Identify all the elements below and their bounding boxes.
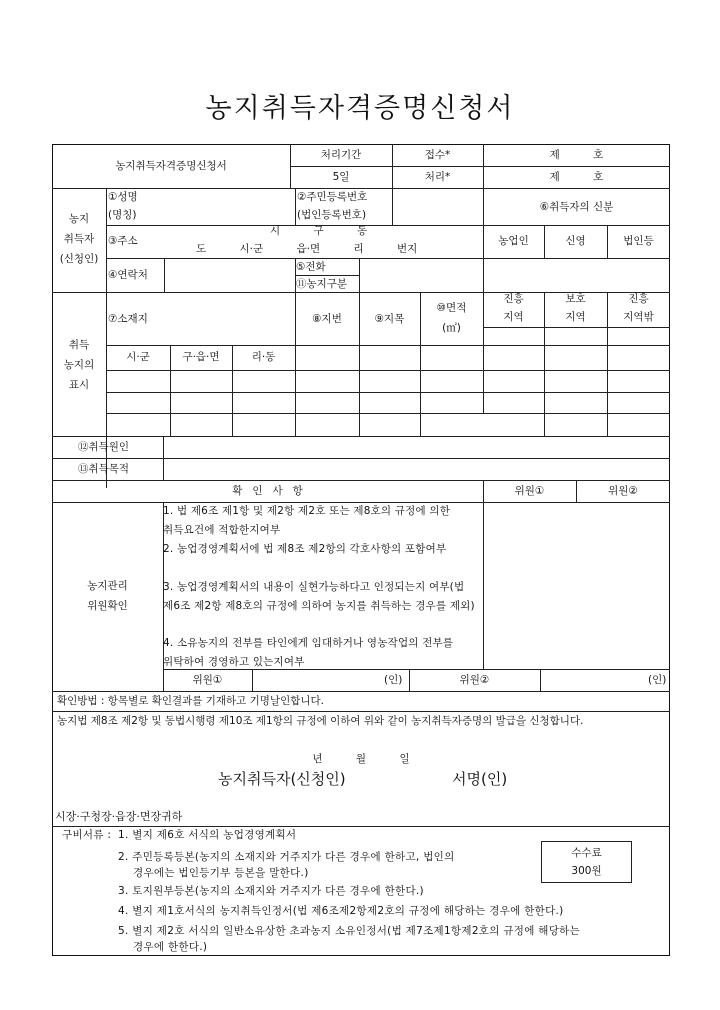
processing-period-value: 5일	[332, 171, 350, 183]
application-statement: 농지법 제8조 제2항 및 동법시행령 제10조 제1항의 규정에 이하여 위와 같이 농지취득자증명의 발급을 신청합니다.	[57, 715, 584, 727]
acquisition-purpose-label: ⑬취득목적	[78, 463, 130, 475]
attachment-item-2-cont: 경우에는 법인등기부 등본을 말한다.)	[133, 867, 309, 879]
processed-label: 처리*	[424, 171, 451, 183]
status-option-farmer: 농업인	[498, 235, 529, 247]
zone-promotion-label-1: 진흥	[503, 293, 524, 305]
signature-member2-label: 위원②	[459, 674, 490, 686]
zone-protection-label-2: 지역	[565, 311, 586, 323]
land-section-label-3: 표시	[68, 379, 90, 391]
confirmation-header: 확 인 사 항	[232, 485, 303, 497]
acquisition-reason-label: ⑫취득원인	[78, 441, 130, 453]
attachment-item-5-cont: 경우에 한한다.)	[133, 941, 208, 953]
lot-number-label: ⑧지번	[312, 313, 342, 325]
phone-label: ⑤전화	[296, 261, 326, 273]
confirm-section-label-2: 위원확인	[87, 600, 128, 612]
zone-outside-label-1: 진흥	[628, 293, 649, 305]
check-item-4: 4. 소유농지의 전부를 타인에게 임대하거나 영농작업의 전부를 위탁하여 경영하고 있는지여부	[163, 637, 454, 668]
sub-col-village: 리·동	[251, 351, 276, 363]
check-item-1: 1. 법 제6조 제1항 및 제2항 제2호 또는 제8호의 규정에 의한 취득요건에 적합한지여부	[163, 505, 451, 536]
receipt-label: 접수*	[424, 149, 451, 161]
farm-type-label: ⑪농지구분	[296, 278, 348, 290]
sub-col-city: 시·군	[126, 351, 150, 363]
applicant-signer-label: 농지취득자(신청인)	[218, 770, 346, 788]
confirmation-method-text: 확인방법 : 항목별로 확인결과를 기재하고 기명날인합니다.	[57, 695, 324, 707]
date-line: 년 월 일	[312, 753, 410, 765]
land-category-label: ⑨지목	[374, 313, 405, 325]
receipt-number-field: 제 호	[549, 149, 604, 161]
signature-member1-label: 위원①	[192, 674, 223, 686]
address-line-1: 시 구 동	[270, 225, 368, 237]
name-sublabel: (명칭)	[108, 209, 137, 221]
member1-header: 위원①	[514, 485, 545, 497]
attachment-item-4: 4. 별지 제1호서식의 농지취득인정서(법 제6조제2항제2호의 규정에 해당하는 경우에 한한다.)	[118, 905, 564, 917]
signature-member1-seal: (인)	[384, 674, 403, 686]
fee-amount: 300원	[571, 865, 602, 877]
applicant-status-label: ⑥취득자의 신분	[539, 201, 614, 213]
processing-period-label: 처리기간	[320, 149, 362, 161]
name-label: ①성명	[108, 191, 138, 203]
zone-promotion-label-2: 지역	[503, 311, 524, 323]
check-item-3: 3. 농업경영계획서의 내용이 실현가능하다고 인정되는지 여부(법 제6조 제2항 제8호의 규정에 의하여 농지를 취득하는 경우를 제외)	[163, 581, 475, 612]
zone-protection-label-1: 보호	[565, 293, 586, 305]
processed-number-field: 제 호	[549, 171, 604, 183]
land-section-label-2: 농지의	[63, 359, 95, 371]
area-label: ⑩면적	[436, 302, 467, 314]
address-line-2: 도 시·군 읍·면 리 번지	[196, 243, 418, 255]
location-label: ⑦소재지	[108, 313, 148, 325]
check-item-2: 2. 농업경영계획서에 법 제8조 제2항의 각호사항의 포함여부	[163, 543, 447, 555]
zone-outside-label-2: 지역밖	[623, 311, 654, 323]
fee-box	[541, 841, 632, 883]
attachments-label: 구비서류 :	[62, 829, 112, 841]
contact-label: ④연락처	[108, 269, 148, 281]
page-title: 농지취득자격증명신청서	[205, 93, 515, 124]
fee-label: 수수료	[571, 847, 602, 859]
land-section-label-1: 취득	[68, 339, 90, 351]
attachment-item-1: 1. 별지 제6호 서식의 농업경영계획서	[118, 829, 297, 841]
attachment-item-3: 3. 토지원부등본(농지의 소재지와 거주지가 다른 경우에 한한다.)	[118, 885, 424, 897]
attachment-item-5: 5. 별지 제2호 서식의 일반소유상한 초과농지 소유인정서(법 제7조제1항제2호의 규정에 해당하는	[118, 925, 581, 937]
member2-header: 위원②	[608, 485, 638, 497]
confirm-section-label-1: 농지관리	[87, 580, 128, 592]
registration-number-label: ②주민등록번호	[297, 191, 368, 203]
attachment-item-2: 2. 주민등록등본(농지의 소재지와 거주지가 다른 경우에 한하고, 법인의	[118, 851, 455, 863]
applicant-section-label-2: 취득자	[63, 233, 95, 245]
sub-col-district: 구·읍·면	[182, 351, 220, 363]
applicant-section-label-3: (신청인)	[59, 253, 99, 265]
status-option-corporation: 법인등	[623, 235, 654, 247]
address-label: ③주소	[108, 235, 138, 247]
area-unit-label: (㎡)	[442, 322, 461, 334]
signature-label: 서명(인)	[452, 770, 508, 788]
registration-number-sublabel: (법인등록번호)	[297, 209, 367, 221]
status-option-new: 신영	[565, 235, 586, 247]
addressee-line: 시장·구청장·읍장·면장귀하	[55, 810, 183, 823]
signature-member2-seal: (인)	[648, 674, 667, 686]
form-name-label: 농지취득자격증명신청서	[115, 160, 227, 172]
applicant-section-label-1: 농지	[68, 213, 90, 225]
